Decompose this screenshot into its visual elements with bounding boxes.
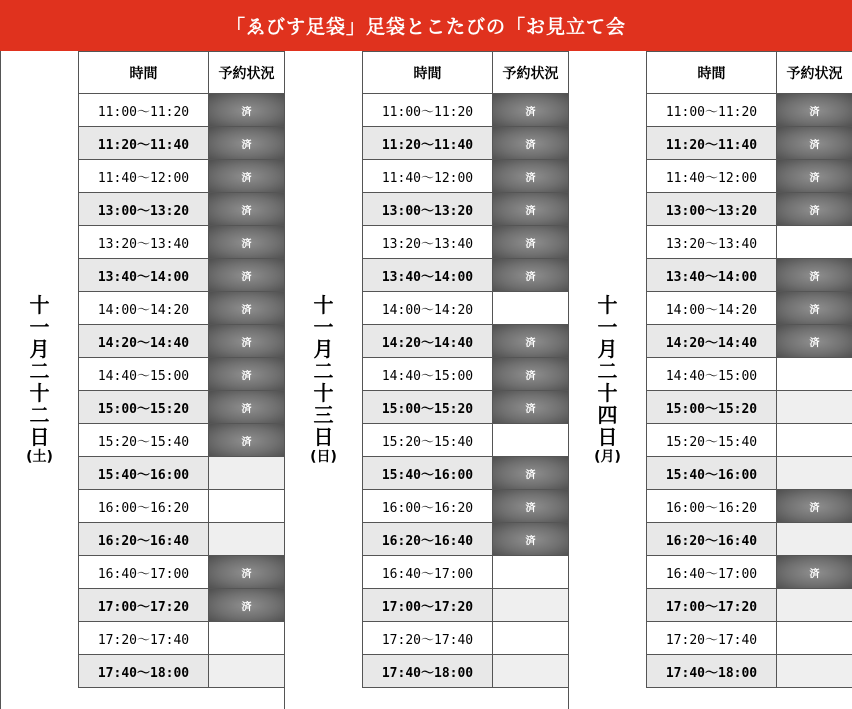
time-cell: 11:00～11:20 — [363, 94, 493, 127]
status-cell-booked: 済 — [209, 193, 285, 226]
date-char: 月 — [29, 337, 50, 361]
time-cell: 16:40～17:00 — [363, 556, 493, 589]
status-cell-open — [777, 457, 852, 490]
time-cell: 13:20～13:40 — [363, 226, 493, 259]
status-cell-open — [493, 292, 569, 325]
time-cell: 11:20～11:40 — [79, 127, 209, 160]
time-cell: 13:00～13:20 — [79, 193, 209, 226]
table-row — [79, 160, 285, 193]
status-cell-booked: 済 — [209, 325, 285, 358]
table-row — [363, 94, 569, 127]
time-cell: 15:00～15:20 — [79, 391, 209, 424]
table-row — [647, 325, 852, 358]
date-label — [284, 51, 362, 709]
status-header: 予約状況 — [493, 52, 569, 94]
table-row — [647, 589, 852, 622]
status-cell-booked: 済 — [493, 523, 569, 556]
time-cell: 11:40～12:00 — [79, 160, 209, 193]
time-cell: 17:20～17:40 — [363, 622, 493, 655]
page-title: 「ゑびす足袋」足袋とこたびの「お見立て会 — [0, 0, 852, 51]
table-row — [79, 127, 285, 160]
table-row — [363, 490, 569, 523]
table-row — [363, 259, 569, 292]
status-cell-open — [209, 457, 285, 490]
time-cell: 14:40～15:00 — [363, 358, 493, 391]
time-cell: 15:20～15:40 — [363, 424, 493, 457]
time-cell: 15:00～15:20 — [363, 391, 493, 424]
status-cell-open — [777, 424, 852, 457]
table-row — [79, 391, 285, 424]
time-cell: 17:20～17:40 — [79, 622, 209, 655]
table-row — [647, 358, 852, 391]
time-cell: 16:00～16:20 — [647, 490, 777, 523]
status-cell-open — [209, 490, 285, 523]
date-char: 十 — [597, 381, 618, 405]
time-cell: 13:00～13:20 — [363, 193, 493, 226]
time-cell: 14:00～14:20 — [647, 292, 777, 325]
schedule-table — [646, 51, 852, 688]
time-cell: 13:40～14:00 — [79, 259, 209, 292]
time-cell: 16:00～16:20 — [79, 490, 209, 523]
status-cell-booked: 済 — [777, 556, 852, 589]
status-cell-open — [209, 622, 285, 655]
time-cell: 11:40～12:00 — [363, 160, 493, 193]
table-row — [79, 325, 285, 358]
status-cell-open — [777, 358, 852, 391]
time-cell: 14:40～15:00 — [647, 358, 777, 391]
status-cell-booked: 済 — [209, 424, 285, 457]
date-char: 一 — [597, 315, 618, 339]
status-cell-booked: 済 — [493, 259, 569, 292]
status-cell-booked: 済 — [493, 391, 569, 424]
table-row — [79, 424, 285, 457]
table-row — [79, 490, 285, 523]
time-cell: 14:20～14:40 — [363, 325, 493, 358]
status-cell-booked: 済 — [493, 193, 569, 226]
table-row — [363, 424, 569, 457]
table-row — [79, 358, 285, 391]
status-cell-open — [777, 226, 852, 259]
status-cell-booked: 済 — [777, 94, 852, 127]
date-char: 日 — [29, 425, 50, 449]
time-cell: 17:20～17:40 — [647, 622, 777, 655]
time-cell: 16:00～16:20 — [363, 490, 493, 523]
date-char: 二 — [29, 403, 50, 427]
table-row — [79, 457, 285, 490]
time-cell: 11:20～11:40 — [647, 127, 777, 160]
table-row — [647, 292, 852, 325]
date-char: 月 — [597, 337, 618, 361]
table-row — [363, 622, 569, 655]
table-row — [363, 226, 569, 259]
time-cell: 14:20～14:40 — [647, 325, 777, 358]
date-char: 日 — [597, 425, 618, 449]
table-row — [79, 193, 285, 226]
status-cell-open — [209, 655, 285, 688]
time-cell: 14:00～14:20 — [79, 292, 209, 325]
day-panel-2 — [284, 51, 568, 709]
time-cell: 15:40～16:00 — [79, 457, 209, 490]
table-row — [647, 424, 852, 457]
weekday-label: (日) — [310, 449, 337, 465]
time-cell: 14:00～14:20 — [363, 292, 493, 325]
time-cell: 13:40～14:00 — [647, 259, 777, 292]
time-cell: 17:40～18:00 — [647, 655, 777, 688]
time-cell: 14:20～14:40 — [79, 325, 209, 358]
status-header: 予約状況 — [777, 52, 852, 94]
date-char: 一 — [313, 315, 334, 339]
date-char: 四 — [597, 403, 618, 427]
status-cell-open — [493, 556, 569, 589]
time-cell: 14:40～15:00 — [79, 358, 209, 391]
status-cell-open — [209, 523, 285, 556]
table-row — [647, 556, 852, 589]
status-cell-open — [493, 589, 569, 622]
time-header: 時間 — [79, 52, 209, 94]
table-row — [79, 226, 285, 259]
table-row — [363, 325, 569, 358]
status-cell-booked: 済 — [493, 457, 569, 490]
date-char: 十 — [597, 293, 618, 317]
time-cell: 16:40～17:00 — [647, 556, 777, 589]
status-cell-booked: 済 — [777, 193, 852, 226]
table-row — [647, 193, 852, 226]
table-row — [363, 556, 569, 589]
table-row — [647, 622, 852, 655]
date-char: 日 — [313, 425, 334, 449]
date-char: 十 — [313, 293, 334, 317]
table-row — [647, 490, 852, 523]
status-cell-open — [777, 523, 852, 556]
time-cell: 17:40～18:00 — [363, 655, 493, 688]
status-cell-booked: 済 — [209, 556, 285, 589]
table-row — [79, 556, 285, 589]
status-cell-booked: 済 — [209, 226, 285, 259]
status-cell-booked: 済 — [777, 490, 852, 523]
status-cell-booked: 済 — [777, 160, 852, 193]
status-cell-booked: 済 — [777, 127, 852, 160]
status-cell-booked: 済 — [493, 490, 569, 523]
date-char: 十 — [29, 293, 50, 317]
time-cell: 13:20～13:40 — [79, 226, 209, 259]
table-row — [79, 94, 285, 127]
status-cell-booked: 済 — [777, 259, 852, 292]
status-cell-booked: 済 — [209, 589, 285, 622]
table-row — [647, 160, 852, 193]
status-cell-booked: 済 — [493, 160, 569, 193]
table-row — [363, 655, 569, 688]
time-cell: 13:00～13:20 — [647, 193, 777, 226]
status-cell-booked: 済 — [493, 325, 569, 358]
status-cell-booked: 済 — [493, 226, 569, 259]
status-header: 予約状況 — [209, 52, 285, 94]
status-cell-booked: 済 — [209, 127, 285, 160]
time-cell: 11:00～11:20 — [647, 94, 777, 127]
table-row — [363, 391, 569, 424]
date-char: 月 — [313, 337, 334, 361]
status-cell-open — [493, 424, 569, 457]
status-cell-booked: 済 — [777, 292, 852, 325]
table-row — [363, 523, 569, 556]
status-cell-booked: 済 — [209, 160, 285, 193]
table-row — [363, 358, 569, 391]
date-char: 十 — [313, 381, 334, 405]
status-cell-booked: 済 — [493, 358, 569, 391]
date-label — [568, 51, 646, 709]
status-cell-open — [493, 622, 569, 655]
status-cell-booked: 済 — [209, 391, 285, 424]
table-row — [647, 523, 852, 556]
table-row — [647, 655, 852, 688]
table-row — [647, 259, 852, 292]
time-cell: 16:20～16:40 — [363, 523, 493, 556]
weekday-label: (月) — [594, 449, 621, 465]
table-row — [647, 391, 852, 424]
time-cell: 17:00～17:20 — [363, 589, 493, 622]
status-cell-open — [777, 391, 852, 424]
status-cell-booked: 済 — [209, 94, 285, 127]
day-panel-1 — [0, 51, 284, 709]
date-label — [0, 51, 78, 709]
table-row — [79, 523, 285, 556]
time-cell: 16:20～16:40 — [647, 523, 777, 556]
table-row — [647, 457, 852, 490]
table-row — [79, 292, 285, 325]
date-char: 十 — [29, 381, 50, 405]
table-row — [363, 457, 569, 490]
status-cell-booked: 済 — [493, 94, 569, 127]
status-cell-booked: 済 — [777, 325, 852, 358]
status-cell-booked: 済 — [209, 292, 285, 325]
table-row — [363, 160, 569, 193]
table-row — [363, 193, 569, 226]
table-row — [79, 655, 285, 688]
time-header: 時間 — [363, 52, 493, 94]
table-row — [647, 94, 852, 127]
schedule-table — [362, 51, 569, 688]
time-cell: 15:40～16:00 — [647, 457, 777, 490]
table-row — [79, 622, 285, 655]
date-char: 三 — [313, 403, 334, 427]
time-cell: 11:20～11:40 — [363, 127, 493, 160]
table-row — [647, 127, 852, 160]
time-cell: 17:00～17:20 — [79, 589, 209, 622]
status-cell-open — [777, 622, 852, 655]
table-row — [79, 259, 285, 292]
table-row — [363, 292, 569, 325]
status-cell-booked: 済 — [209, 259, 285, 292]
date-char: 一 — [29, 315, 50, 339]
time-cell: 16:40～17:00 — [79, 556, 209, 589]
status-cell-open — [493, 655, 569, 688]
date-char: 二 — [597, 359, 618, 383]
table-row — [79, 589, 285, 622]
date-char: 二 — [313, 359, 334, 383]
time-cell: 11:40～12:00 — [647, 160, 777, 193]
time-header: 時間 — [647, 52, 777, 94]
time-cell: 17:40～18:00 — [79, 655, 209, 688]
status-cell-booked: 済 — [209, 358, 285, 391]
day-panel-3 — [568, 51, 852, 709]
time-cell: 13:40～14:00 — [363, 259, 493, 292]
time-cell: 15:20～15:40 — [79, 424, 209, 457]
table-row — [363, 127, 569, 160]
time-cell: 16:20～16:40 — [79, 523, 209, 556]
time-cell: 13:20～13:40 — [647, 226, 777, 259]
time-cell: 11:00～11:20 — [79, 94, 209, 127]
table-row — [647, 226, 852, 259]
time-cell: 15:20～15:40 — [647, 424, 777, 457]
time-cell: 15:00～15:20 — [647, 391, 777, 424]
status-cell-booked: 済 — [493, 127, 569, 160]
time-cell: 17:00～17:20 — [647, 589, 777, 622]
weekday-label: (土) — [26, 449, 53, 465]
status-cell-open — [777, 589, 852, 622]
time-cell: 15:40～16:00 — [363, 457, 493, 490]
date-char: 二 — [29, 359, 50, 383]
table-row — [363, 589, 569, 622]
status-cell-open — [777, 655, 852, 688]
schedule-table — [78, 51, 285, 688]
